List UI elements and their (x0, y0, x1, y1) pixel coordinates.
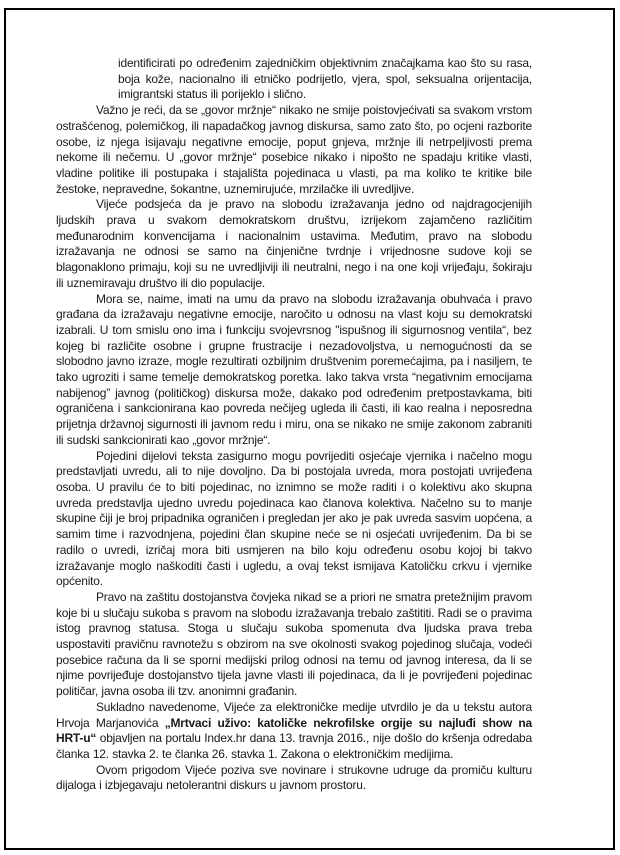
continuation-paragraph: identificirati po određenim zajedničkim objektivnim značajkama kao što su rasa, boja kože, nacionalno ili etničko podrijetlo, vjera, spol, seksualna orijentacija, imigrantski status ili porijeklo i slično. (118, 56, 532, 102)
paragraph-text-post: objavljen na portalu Index.hr dana 13. travnja 2016., nije došlo do kršenja odredaba članka 12. stavka 2. te članka 26. stavka 1. Zakona o elektroničkim medijima. (56, 731, 532, 761)
paragraph-govor-mrznje: Važno je reći, da se „govor mržnje“ nikako ne smije poistovjećivati sa svakom vrstom ostrašćenog, polemičkog, ili napadačkog javnog diskursa, samo zato što, po ocjeni razborite osobe, iz njega isijavaju negativne emocije, poput gnjeva, mržnje ili netrpeljivosti prema nekome ili nečemu. U „govor mržnje“ posebice nikako i nipošto ne spadaju kritike vlasti, vladine politike ili postupaka i stajališta pojedinaca u vlasti, pa ma koliko te kritike bile žestoke, nepravedne, šokantne, uznemirujuće, mrzilačke ili uvredljive. (56, 103, 532, 196)
paragraph-vijece-podsjeca: Vijeće podsjeća da je pravo na slobodu izražavanja jedno od najdragocjenijih ljudskih prava u svakom demokratskom društvu, izrijekom zajamčeno različitim međunarodnim konvencijama i nacionalnim ustavima. Međutim, pravo na slobodu izražavanja ne odnosi se samo na činjenične tvrdnje i vrijednosne sudove koji se blagonaklono primaju, koji su ne uvredljiviji ili neutralni, nego i na one koji vrijeđaju, šokiraju ili uznemiravaju društvo ili dio populacije. (56, 197, 532, 290)
paragraph-text-pre: Sukladno navedenome, Vijeće za elektroničke medije utvrdilo je da u tekstu autora Hrvoja Marjanovića (56, 699, 532, 730)
document-page (4, 8, 615, 850)
article-title: „Mrtvaci uživo: katoličke nekrofilske orgije su najluđi show na HRT-u“ (56, 715, 532, 746)
paragraph-sukladno-navedenome (56, 700, 532, 763)
paragraph-pravo-na-zastitu: Pravo na zaštitu dostojanstva čovjeka nikad se a priori ne smatra pretežnijim pravom koje bi u slučaju sukoba s pravom na slobodu izražavanja trebalo zaštititi. Radi se o pravima istog pravnog statusa. Stoga u slučaju sukoba spomenuta dva ljudska prava treba uspostaviti pravičnu ravnotežu s obzirom na sve okolnosti svakog pojedinog slučaja, vodeći posebice računa da li se sporni medijski prilog odnosi na temu od javnog interesa, da li se njime povrijeđuje dostojanstvo tijela javne vlasti ili pojedinaca, da li je povrijeđeni pojedinac političar, javna osoba ili tzv. anonimni građanin. (56, 589, 532, 699)
paragraph-ovom-prigodom: Ovom prigodom Vijeće poziva sve novinare i strukovne udruge da promiču kulturu dijaloga i izbjegavaju netolerantni diskurs u javnom prostoru. (56, 762, 532, 793)
paragraph-pojedini-dijelovi: Pojedini dijelovi teksta zasigurno mogu povrijediti osjećaje vjernika i načelno mogu predstavljati uvredu, ali to nije dovoljno. Da bi postojala uvreda, mora postojati uvrijeđena osoba. U pravilu će to biti pojedinac, no iznimno se može raditi i o kolektivu ako skupna uvreda predstavlja ujedno uvredu pojedinaca kao članova kolektiva. Načelno su to manje skupine čiji je broj pripadnika ograničen i pregledan jer ako je pak uvreda sasvim uopćena, a samim time i razvodnjena, pojedini član skupine neće se ni osjećati uvrijeđenim. Da bi se radilo o uvredi, izričaj mora biti usmjeren na bilo koju određenu osobu kojoj bi takvo izražavanje moglo naškoditi časti i ugledu, a ovaj tekst ismijava Katoličku crkvu i vjernike općenito. (56, 448, 532, 589)
text-block (56, 56, 532, 794)
paragraph-mora-se-naime: Mora se, naime, imati na umu da pravo na slobodu izražavanja obuhvaća i pravo građana da izražavaju negativne emocije, naročito u odnosu na vlast koju su demokratski izabrali. U tom smislu ono ima i funkciju svojevrsnog "ispušnog ili sigurnosnog ventila“, bez kojeg bi različite osobne i grupne frustracije i nezadovoljstva, u nemogućnosti da se slobodno javno izraze, mogle rezultirati ozbiljnim društvenim poremećajima, pa i nasiljem, te tako ugroziti i same temelje demokratskog poretka. Iako takva vrsta “negativnim emocijama nabijenog” javnog (političkog) diskursa može, dakako pod određenim pretpostavkama, biti ograničena i sankcionirana kao povreda nečijeg ugleda ili časti, ili kao realna i neposredna prijetnja državnoj sigurnosti ili javnom redu i miru, ona se nikako ne smije zakonom zabraniti ili sudski sankcionirati kao „govor mržnje“. (56, 291, 532, 447)
